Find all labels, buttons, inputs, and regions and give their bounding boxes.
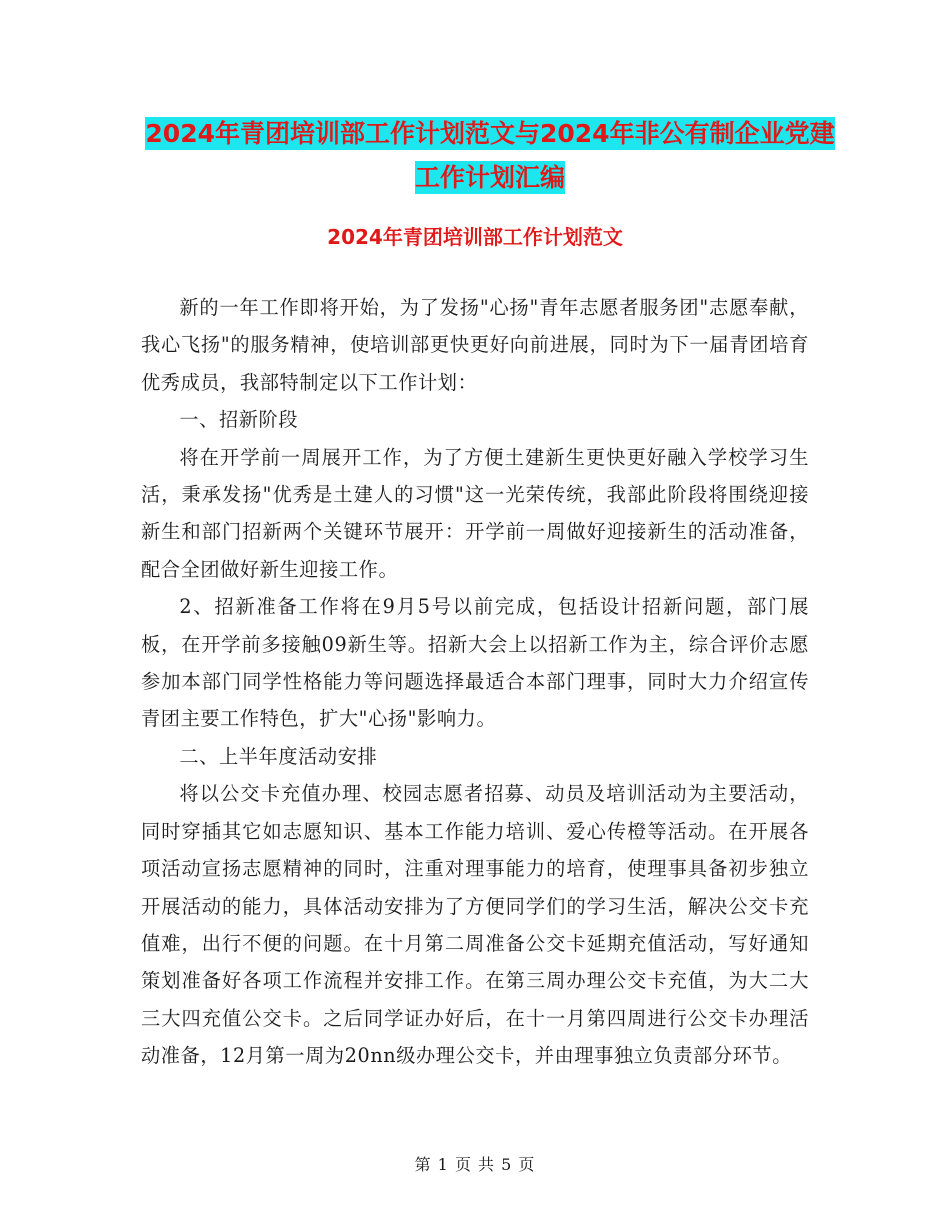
- paragraph-activities: 将以公交卡充值办理、校园志愿者招募、动员及培训活动为主要活动，同时穿插其它如志愿知识、基本工作能力培训、爱心传橙等活动。在开展各项活动宣扬志愿精神的同时，注重对理事能力的培育，使理事具备初步独立开展活动的能力，具体活动安排为了方便同学们的学习生活，解决公交卡充值难，出行不便的问题。在十月第二周准备公交卡延期充值活动，写好通知策划准备好各项工作流程并安排工作。在第三周办理公交卡充值，为大二大三大四充值公交卡。之后同学证办好后，在十一月第四周进行公交卡办理活动准备，12月第一周为20nn级办理公交卡，并由理事独立负责部分环节。: [141, 782, 809, 1068]
- page-footer: 第 1 页 共 5 页: [414, 1155, 536, 1174]
- heading-recruitment: 一、招新阶段: [179, 408, 299, 432]
- paragraph-recruitment-prep: 2、招新准备工作将在9月5号以前完成，包括设计招新问题，部门展板，在开学前多接触09新生等。招新大会上以招新工作为主，综合评价志愿参加本部门同学性格能力等问题选择最适合本部门理事，同时大力介绍宣传青团主要工作特色，扩大"心扬"影响力。: [141, 595, 809, 731]
- heading-first-half-activities: 二、上半年度活动安排: [179, 744, 378, 768]
- document-title: [140, 112, 840, 200]
- paragraph-recruitment: 将在开学前一周展开工作，为了方便土建新生更快更好融入学校学习生活，秉承发扬"优秀是土建人的习惯"这一光荣传统，我部此阶段将围绕迎接新生和部门招新两个关键环节展开：开学前一周做好迎接新生的活动准备，配合全团做好新生迎接工作。: [141, 445, 809, 581]
- document-title-text: 2024年青团培训部工作计划范文与2024年非公有制企业党建工作计划汇编: [145, 119, 835, 192]
- paragraph-intro: 新的一年工作即将开始，为了发扬"心扬"青年志愿者服务团"志愿奉献，我心飞扬"的服务精神，使培训部更快更好向前进展，同时为下一届青团培育优秀成员，我部特制定以下工作计划：: [141, 296, 809, 394]
- document-body: [141, 289, 809, 1075]
- section-title: 2024年青团培训部工作计划范文: [327, 225, 623, 249]
